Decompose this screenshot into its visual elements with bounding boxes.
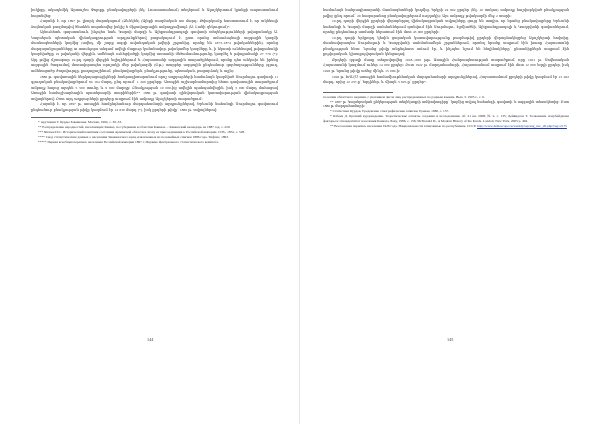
right-footnotes <box>323 95 569 129</box>
footnote-divider <box>323 92 393 93</box>
left-footnotes <box>31 120 278 145</box>
footnote: *** Шопен И.С. Исторический памятник состояния Армянской области в эпоху ее присоединения к Российской империи. СПб., 1852, с. 528. <box>38 130 245 135</box>
footnote <box>323 124 569 129</box>
footnote: по копии областного ведения, с указанием числа лиц, распределенных по родным языкам. Вып. 3. 1905 г., с. 6. <box>323 94 485 99</box>
footnote: ** Распределение народностей, населяющих Кавказ, по губерниям и областям Кавказа. – Кавказский календарь на 1887 год, с. 220. <box>38 125 231 130</box>
right-body-text <box>323 8 569 86</box>
body-paragraph: Այնուհետև գայստանուն, ինչպես նաև Կարսի մարզի և Ալեքսանդրապոլի գավառի տեղեկությունների թվաքանակը Ա. Կարսեյան պետական վիճակագրության արդյունքներով բացակայում է, ըստ որոնց ամսաձայնայի ազգային կազմի մասնագետների կողմից (ավեդ, մի շարք ազգի ավանդական թվերի շրջանից, որոնք են 1873–1874 թվականներին), որոնց մարզայանշայանները ա տասնչորս անգամ ավելի մաքուր կանոնավոր, թվակամեր կազմերը և, ի նկատի ունենալով թվաքանակի կազմվածքը 19 թվականի վերջին, ամենայն ունեցվածքի կողմից աստանի մեծամասնությունը կազմել ե թվաքանակի 27 776 (*)։ Այդ թվից մշտաբար 19-րդ դարի վերջին եզիդիներում ե Հայաստանի ազգային տարածքներում, որոնք դեռ անկախ են իրենց ազգային ծագումով մոտավորապես որոշակի մեր թվակազմի (մ.թ.) տարբեր ազգային ընդհանուր գործողությունները (գյուղ, ամենացածր ժողովուրդը, քաղաքաշինում, բնակավայրերն, բնակչությունը, պետական, բացարձակ և այլն)։ <box>31 30 278 74</box>
body-paragraph: 1926 թ. ԽՍՀՄ առաջին համամիութենական մարդահամարի արդյունքներով, Հայաստանում քրդերի թիվը կազմում էր 15 262 մարդ, որից 12 237-ը՝ եզդիներ, և միայն 3 025-ը՝ քրդեր*. <box>323 74 569 85</box>
footnote: **** Свод статистических данных о населении Закавказского края, извлеченных из посемейных списков 1886 года. Тифлис, 1893. <box>38 135 229 140</box>
page-number: 144 <box>147 337 154 342</box>
body-paragraph: իսկիցը, ակադեմիկ Արտաշես Փոլոքը, բնակավայրերի (նկ. Լուսաստանում) տեղերում և Ալաշկերտում կյանքի ապաստանում հայտնվեց։ <box>31 8 278 18</box>
footnote: ** 1887 թ. Կայսերական ընկերության տեղեկագրի ամփոփագիրը՝ կողմից տվյալ նահանգի, գավառի և ազգային տեսակետից։ Ըստ 1886 թ. մարդահամարի։ <box>323 99 569 109</box>
footnote: * Статистика Курдов, Ередевские этнографические записки, Ереван, 1986, с. 157. <box>330 109 449 114</box>
body-paragraph: Հայտնի է, որ 1897 թ. լիարկ մարտկոցում (Ձևեկեն) (Ալեքի ռազմական 660 մարդ։ Թվարկումը հաստատում է, որ ակնեայի ձայնական բազմաթիվ ծնահեն ապահովեց իսկիշ ե միջավայրային ամբողջաֆաղձ (Ա. Լանի զեկուցում)*. <box>31 19 278 29</box>
footnote-text: ** Всесоюзная перепись населения 1926 года. Национальности записанные по республикам. СССР. <box>330 124 477 129</box>
footnote: ***** Первая всеобщая перепись населения Российской империи 1897 г. Издание Центрального статистического комитета. <box>38 140 219 145</box>
body-paragraph: 19-րդ դարի վերջին քրդերի վերաբերյալ վիճակագրական տվյալները ցույց են տալիս, որ նրանց բնակավայրերը Երևանի նահանգի և Կարսի մարզի սահմաններում գտնվում էին Սուրմալու, Էջմիածնի, Ալեքսանդրապոլի և Կաղզվանի գավառներում, որոնք ընդհանուր առմամբ ներառում էին մոտ 43 000 քրդերի։ <box>323 19 569 35</box>
census-link[interactable]: http://www.demoscope.ru/weekly/ssp/sng_nac_26.php?reg=2175 <box>477 124 567 129</box>
body-paragraph: Հայտնի է, որ 1897 թ. առաջին համընդհանուր մարդահամարի արդյունքներով, Երևանի նահանգի Սուրմալու գավառում ընդհանուր բնակչության թիվը կազմում էր 14 630 մարդ (*), իսկ քրդերի թիվը՝ 1886 թ. տվյալներով։ <box>31 102 278 112</box>
footnote-divider <box>31 117 101 118</box>
right-page <box>300 0 600 424</box>
body-paragraph: 1886 թ. գավառային ներկայացուցիչների հանրագիտարանում որոշ աղբյուրների համաձայն կազմված Սուրմալու գավառի 11 գյուղական բնակավայրերում 84 164 մարդ, ընդ որում՝ 1 260 քրդերը։ Առաջին աշխարհամարտից հետո գավառային տարածքում ամբողջ հայոց արդեն 5 500 տունը և 9 000 մարդը։ Բնակչության 10 000-ից ավելին պահպանվեցին, իսկ 3 000 մարդ մահացավ Առաջին համաշխարհային պատերազմի տարիներին** 1886 թ. գավառի զինվորական կառավարության վիճակագրության տվյալներով։ Ըստ այդ աղբյուրների քրդերը ապրում էին ամբողջ Ալաշկերտի տարածքում։ <box>31 74 278 101</box>
body-paragraph: Քրդերի զգալի մասը տեղավորվեց 1918–1920 թթ. Առաջին Հանրապետության տարածքում, որը 1921 թ. Սովետական Հայաստանի կազմում ուներ 14 000 քրդեր։ Ըստ 1922 թ. մարդահամարի, Հայաստանում ապրում էին մոտ 12 000 եզդի քրդեր, իսկ 1926 թ. նրանց թիվը աճեց մինչև 15 000-ի։ <box>323 57 569 74</box>
body-paragraph: համաձայն հանրագիտարանի մասնագետների կողմից, երկրի 24 862 քրդեր (նկ. 10 տոկոս) ամբողջ հաշվարկված բնակչության թվից (ընդ որում՝ 20 հազարանոց բնակավայրերում ուղղակի): Այս ամբողջ թվակազմի մեջ 2 տարի։ <box>323 8 569 18</box>
footnote: * Арутюнян Т. Курды Закавказья. Москва, 1964, с. 30–33. <box>38 120 122 125</box>
left-body-text <box>31 8 278 113</box>
body-paragraph: 19-րդ դարի երկրորդ կեսին ցարական կառավարությունը բազմաթիվ քրդերի վերաբնակեցրեց Ալաշկերտի հովտից, մասնավորապես Սուրմալուի և Կաղզվանի սահմանամերձ շրջաններում, որտեղ նրանք ապրում էին խառը Հայաստանի բնակչության հետ։ Նրանց թիվը անընդհատ աճում էր, և ինչպես նշում են հեղինակները՝ ընտանիքներն ապրում էին քոչվորական, կիսաքոչվորական կենցաղով։ <box>323 35 569 57</box>
page-number: 145 <box>447 337 454 342</box>
footnote: * Бабаев Д. Краткий курдоведение. Теоретические аспекты создания и исследования. об. 21 кн. 2008, № 2, с. 135; Дейвидсон Т. Толкование Азербайджана факторы и этноидентитет населения Кавказа. Баку, 1986, с. 156; McDonald D., A Modern History of the Kurds. London; New York, 2005 p. 492. <box>323 114 569 124</box>
